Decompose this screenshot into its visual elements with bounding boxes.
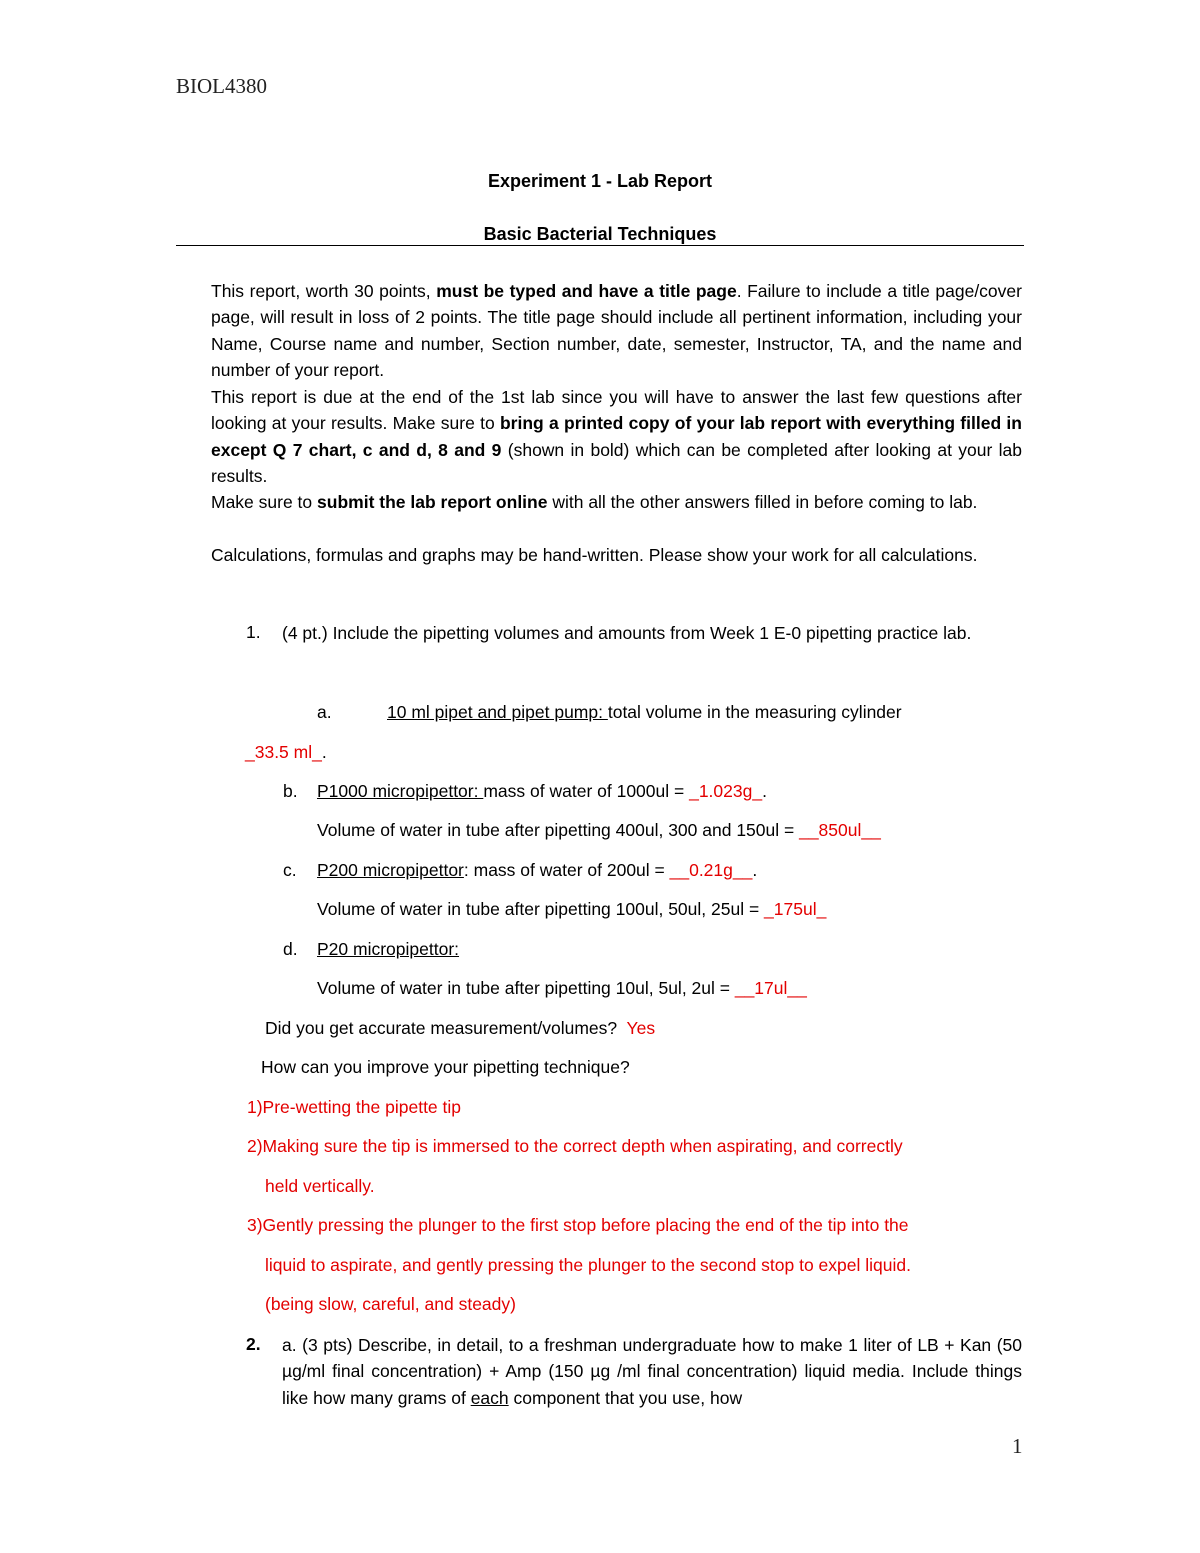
q2-text — [282, 1332, 1022, 1411]
course-code-header: BIOL4380 — [176, 74, 267, 98]
document-subtitle: Basic Bacterial Techniques — [483, 224, 717, 244]
q1a-answer: _33.5 ml_ — [245, 742, 322, 762]
intro-paragraph-4: Calculations, formulas and graphs may be hand-written. Please show your work for all calculations. — [211, 545, 978, 565]
improve-answer-3-line-1: 3)Gently pressing the plunger to the first stop before placing the end of the tip into the — [247, 1215, 909, 1235]
q1c-answer: __0.21g__ — [669, 860, 753, 880]
q1c-text — [317, 860, 757, 881]
accuracy-question-line — [265, 1018, 655, 1039]
accuracy-question: Did you get accurate measurement/volumes? — [265, 1018, 618, 1038]
q1a-rest: total volume in the measuring cylinder — [607, 702, 902, 722]
q1b-volume-line — [317, 820, 881, 841]
q1d-label: d. — [283, 939, 298, 959]
q1b-label: b. — [283, 781, 298, 801]
intro-p3-bold: submit the lab report online — [317, 492, 548, 512]
q1b-underlined: P1000 micropipettor: — [317, 781, 484, 801]
q2-text-end: component that you use, how — [508, 1387, 743, 1408]
intro-paragraph-3 — [211, 489, 1022, 515]
intro-p3-text-end: with all the other answers filled in before coming to lab. — [547, 492, 978, 512]
q1c-rest: : mass of water of 200ul = — [463, 860, 670, 880]
q1b-answer: _1.023g_ — [689, 781, 763, 801]
q1c-volume-text: Volume of water in tube after pipetting 100ul, 50ul, 25ul = — [317, 899, 765, 919]
title-rule — [176, 245, 1024, 246]
intro-paragraph-1 — [211, 278, 1022, 384]
q1a-text — [387, 702, 902, 723]
intro-p2-bold: bring a printed copy of your lab report with everything filled in except Q 7 chart, c and d, 8 and 9 — [211, 413, 1022, 460]
q1b-volume-text: Volume of water in tube after pipetting 400ul, 300 and 150ul = — [317, 820, 800, 840]
improve-question: How can you improve your pipetting technique? — [261, 1057, 630, 1077]
intro-p1-text: This report, worth 30 points, — [211, 281, 437, 301]
intro-p2-text-end: (shown in bold) which can be completed after looking at your lab results. — [211, 439, 1022, 487]
q1a-period: . — [321, 742, 327, 762]
q1b-rest: mass of water of 1000ul = — [483, 781, 690, 801]
q1d-volume-answer: __17ul__ — [734, 978, 807, 998]
q1b-period: . — [762, 781, 767, 801]
accuracy-answer: Yes — [626, 1018, 656, 1038]
q1c-underlined: P200 micropipettor — [317, 860, 464, 880]
page-number: 1 — [1012, 1434, 1023, 1458]
improve-answer-2-line-2: held vertically. — [265, 1176, 375, 1196]
q1c-period: . — [752, 860, 758, 880]
q1a-label: a. — [317, 702, 332, 722]
q1d-text — [317, 939, 459, 960]
q1b-volume-answer: __850ul__ — [799, 820, 881, 840]
intro-p2-text: This report is due at the end of the 1st lab since you will have to answer the last few questions after looking at your results. Make sure to — [211, 387, 1022, 434]
q1-text: (4 pt.) Include the pipetting volumes and amounts from Week 1 E-0 pipetting practice lab. — [282, 623, 972, 643]
improve-answer-2-line-1: 2)Making sure the tip is immersed to the correct depth when aspirating, and correctly — [247, 1136, 903, 1156]
q1c-volume-line — [317, 899, 826, 920]
q1-number: 1. — [246, 622, 261, 642]
improve-answer-3-line-3: (being slow, careful, and steady) — [265, 1294, 516, 1314]
improve-answer-3-line-2: liquid to aspirate, and gently pressing the plunger to the second stop to expel liquid. — [265, 1255, 911, 1275]
document-title: Experiment 1 - Lab Report — [487, 171, 713, 191]
q1c-volume-answer: _175ul_ — [764, 899, 827, 919]
intro-p3-text: Make sure to — [211, 492, 318, 512]
q1c-label: c. — [283, 860, 297, 880]
q1d-volume-text: Volume of water in tube after pipetting 10ul, 5ul, 2ul = — [317, 978, 735, 998]
q1a-underlined: 10 ml pipet and pipet pump: — [387, 702, 608, 722]
q1a-answer-line — [245, 742, 327, 763]
q2-text-underlined: each — [470, 1387, 509, 1408]
intro-paragraph-2 — [211, 384, 1022, 490]
intro-p1-text-end: . Failure to include a title page/cover page, will result in loss of 2 points. The title page should include all pertinent information, including your Name, Course name and number, Section number, date, semester, Instructor, TA, and the name and number of your report. — [211, 281, 1022, 381]
q1b-text — [317, 781, 767, 802]
improve-answer-1: 1)Pre-wetting the pipette tip — [247, 1097, 462, 1117]
intro-p1-bold: must be typed and have a title page — [436, 281, 737, 301]
q2-text-start: a. (3 pts) Describe, in detail, to a freshman undergraduate how to make 1 liter of LB + Kan (50 µg/ml final concentration) + Amp (150 µg /ml final concentration) liquid media. Include things like how many grams of — [282, 1335, 1022, 1408]
q1d-underlined: P20 micropipettor: — [317, 939, 460, 959]
q2-number: 2. — [246, 1334, 261, 1354]
q1d-volume-line — [317, 978, 807, 999]
